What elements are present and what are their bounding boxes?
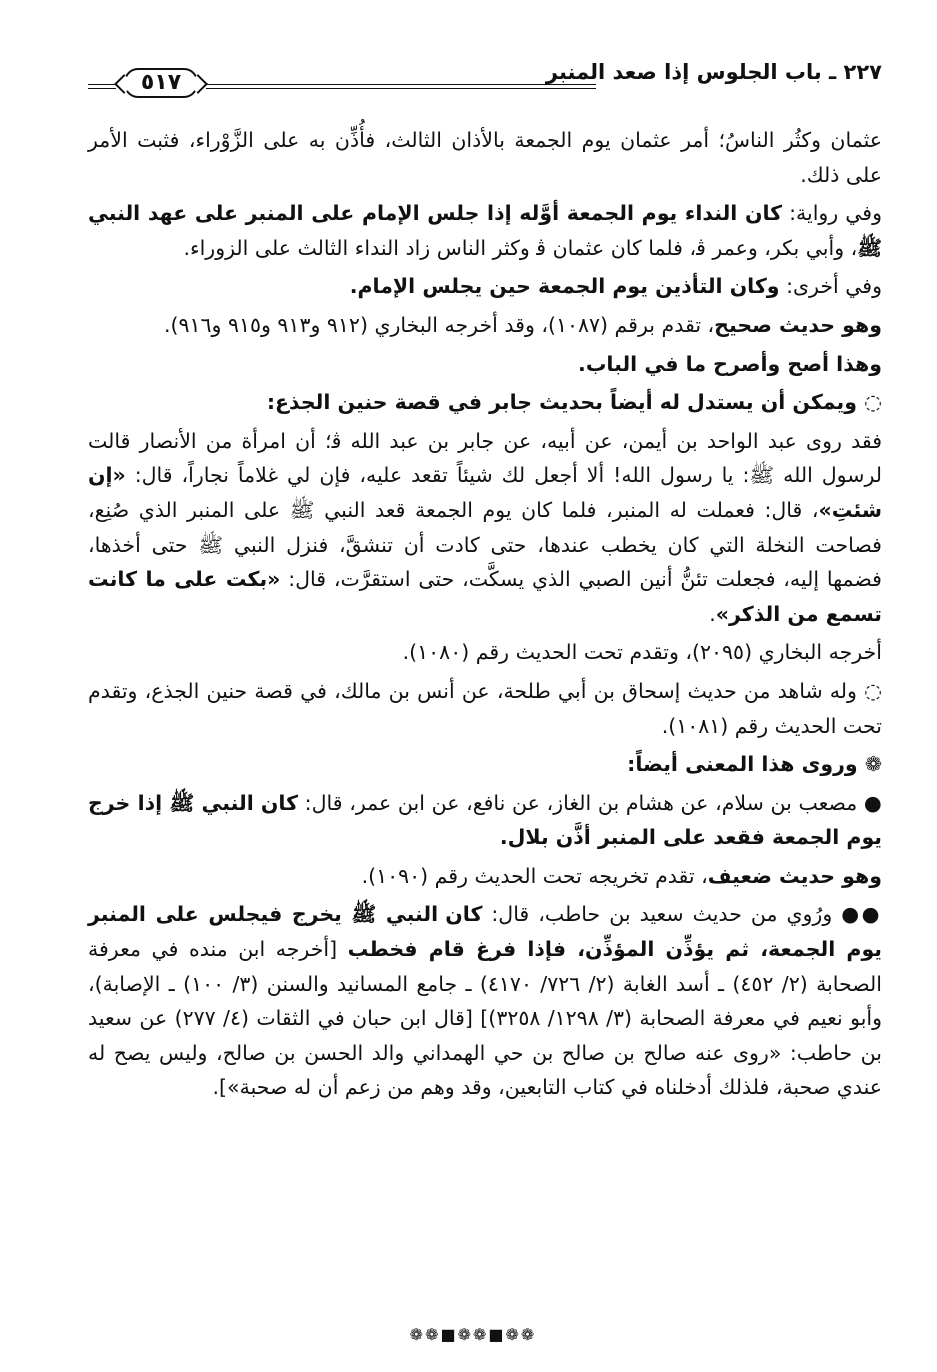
footer-ornament: ❁❁■❁❁■❁❁ [409,1325,537,1344]
page-number: ٥١٧ [140,70,182,95]
text-run: . [709,601,716,626]
paragraph [88,635,882,670]
text-run: ، تقدم تخريجه تحت الحديث رقم (١٠٩٠). [361,863,708,888]
paragraph [88,269,882,304]
bold-text: كان النبي ﷺ يخرج فيجلس على المنبر يوم الجمعة، ثم يؤذِّن المؤذِّن، فإذا فرغ قام فخطب [88,902,882,962]
bold-text: كان النبي ﷺ إذا خرج يوم الجمعة فقعد على المنبر أذَّن بلال. [88,790,882,850]
paragraph [88,424,882,632]
text-run: ●● ورُوي من حديث سعيد بن حاطب، قال: [482,902,882,927]
bold-text: وهذا أصح وأصرح ما في الباب. [578,351,882,376]
header-rule [206,84,596,89]
header-rule-left [88,84,116,89]
paragraph [88,308,882,343]
text-run: وفي رواية: [782,201,882,226]
paragraph [88,897,882,1105]
text-run: [أخرجه ابن منده في معرفة الصحابة (٢/ ٤٥٢) ـ أسد الغابة (٢/ ٧٢٦/ ٤١٧٠) ـ جامع المسانيد والسنن (٣/ ١٠٠) ـ الإصابة)، وأبو نعيم في معرفة الصحابة (٣/ ١٢٩٨/ ٣٢٥٨)] [قال ابن حبان في الثقات (٤/ ٢٧٧) عن سعيد بن حاطب: «روى عنه صالح بن صالح بن حي الهمداني والد الحسن بن صالح، وليس يصح له عندي صحبة، فلذلك أدخلناه في كتاب التابعين، وقد وهم من زعم أن له صحبة»]. [88,937,882,1100]
paragraph [88,747,882,782]
paragraph [88,123,882,192]
page-header [88,58,882,104]
bold-text: وكان التأذين يوم الجمعة حين يجلس الإمام. [349,274,780,299]
paragraph [88,786,882,855]
text-run: فقد روى عبد الواحد بن أيمن، عن أبيه، عن جابر بن عبد الله ﭬ؛ أن امرأة من الأنصار قالت لرسول الله ﷺ: يا رسول الله! ألا أجعل لك شيئاً تقعد عليه، فإن لي غلاماً نجاراً، قال: [88,428,882,488]
page-number-badge [118,64,204,102]
chapter-title: ٢٢٧ ـ باب الجلوس إذا صعد المنبر [545,60,882,84]
paragraph [88,196,882,265]
text-run: ، قال: فعملت له المنبر، فلما كان يوم الجمعة قعد النبي ﷺ على المنبر الذي صُنِع، فصاحت النخلة التي كان يخطب عندها، حتى كادت أن تنشقَّ، فنزل النبي ﷺ حتى أخذها، فضمها إليه، فجعلت تئنُّ أنين الصبي الذي يسكَّت، حتى استقرَّت، قال: [88,497,882,592]
text-run: ، تقدم برقم (١٠٨٧)، وقد أخرجه البخاري (٩١٢ و٩١٣ و٩١٥ و٩١٦). [163,312,715,337]
bold-text: وهو حديث ضعيف [707,863,882,888]
paragraph [88,859,882,894]
paragraph [88,385,882,420]
bold-text: «إن شئتِ» [88,463,882,522]
bold-text: «بكت على ما كانت تسمع من الذكر» [88,567,882,626]
text-run: ، وأبي بكر، وعمر ﭬ، فلما كان عثمان ﭬ وكثر الناس زاد النداء الثالث على الزوراء. [183,235,858,260]
bold-text: كان النداء يوم الجمعة أوَّله إذا جلس الإمام على المنبر على عهد النبي ﷺ [88,201,882,260]
text-run: وفي أخرى: [779,274,882,299]
page-body [88,123,882,1105]
text-run: ◌ وله شاهد من حديث إسحاق بن أبي طلحة، عن أنس بن مالك، في قصة حنين الجذع، وتقدم تحت الحديث رقم (١٠٨١). [88,678,882,738]
bold-text: وهو حديث صحيح [714,312,882,337]
paragraph [88,674,882,743]
text-run: عثمان وكثُر الناسُ؛ أمر عثمان يوم الجمعة بالأذان الثالث، فأُذِّن به على الزَّوْراء، فثبت الأمر على ذلك. [88,128,882,187]
text-run: أخرجه البخاري (٢٠٩٥)، وتقدم تحت الحديث رقم (١٠٨٠). [402,640,882,665]
bold-text: ❁ وروى هذا المعنى أيضاً: [627,752,882,777]
paragraph [88,347,882,382]
text-run: ● مصعب بن سلام، عن هشام بن الغاز، عن نافع، عن ابن عمر، قال: [298,790,882,815]
bold-text: ◌ ويمكن أن يستدل له أيضاً بحديث جابر في قصة حنين الجذع: [266,390,882,415]
